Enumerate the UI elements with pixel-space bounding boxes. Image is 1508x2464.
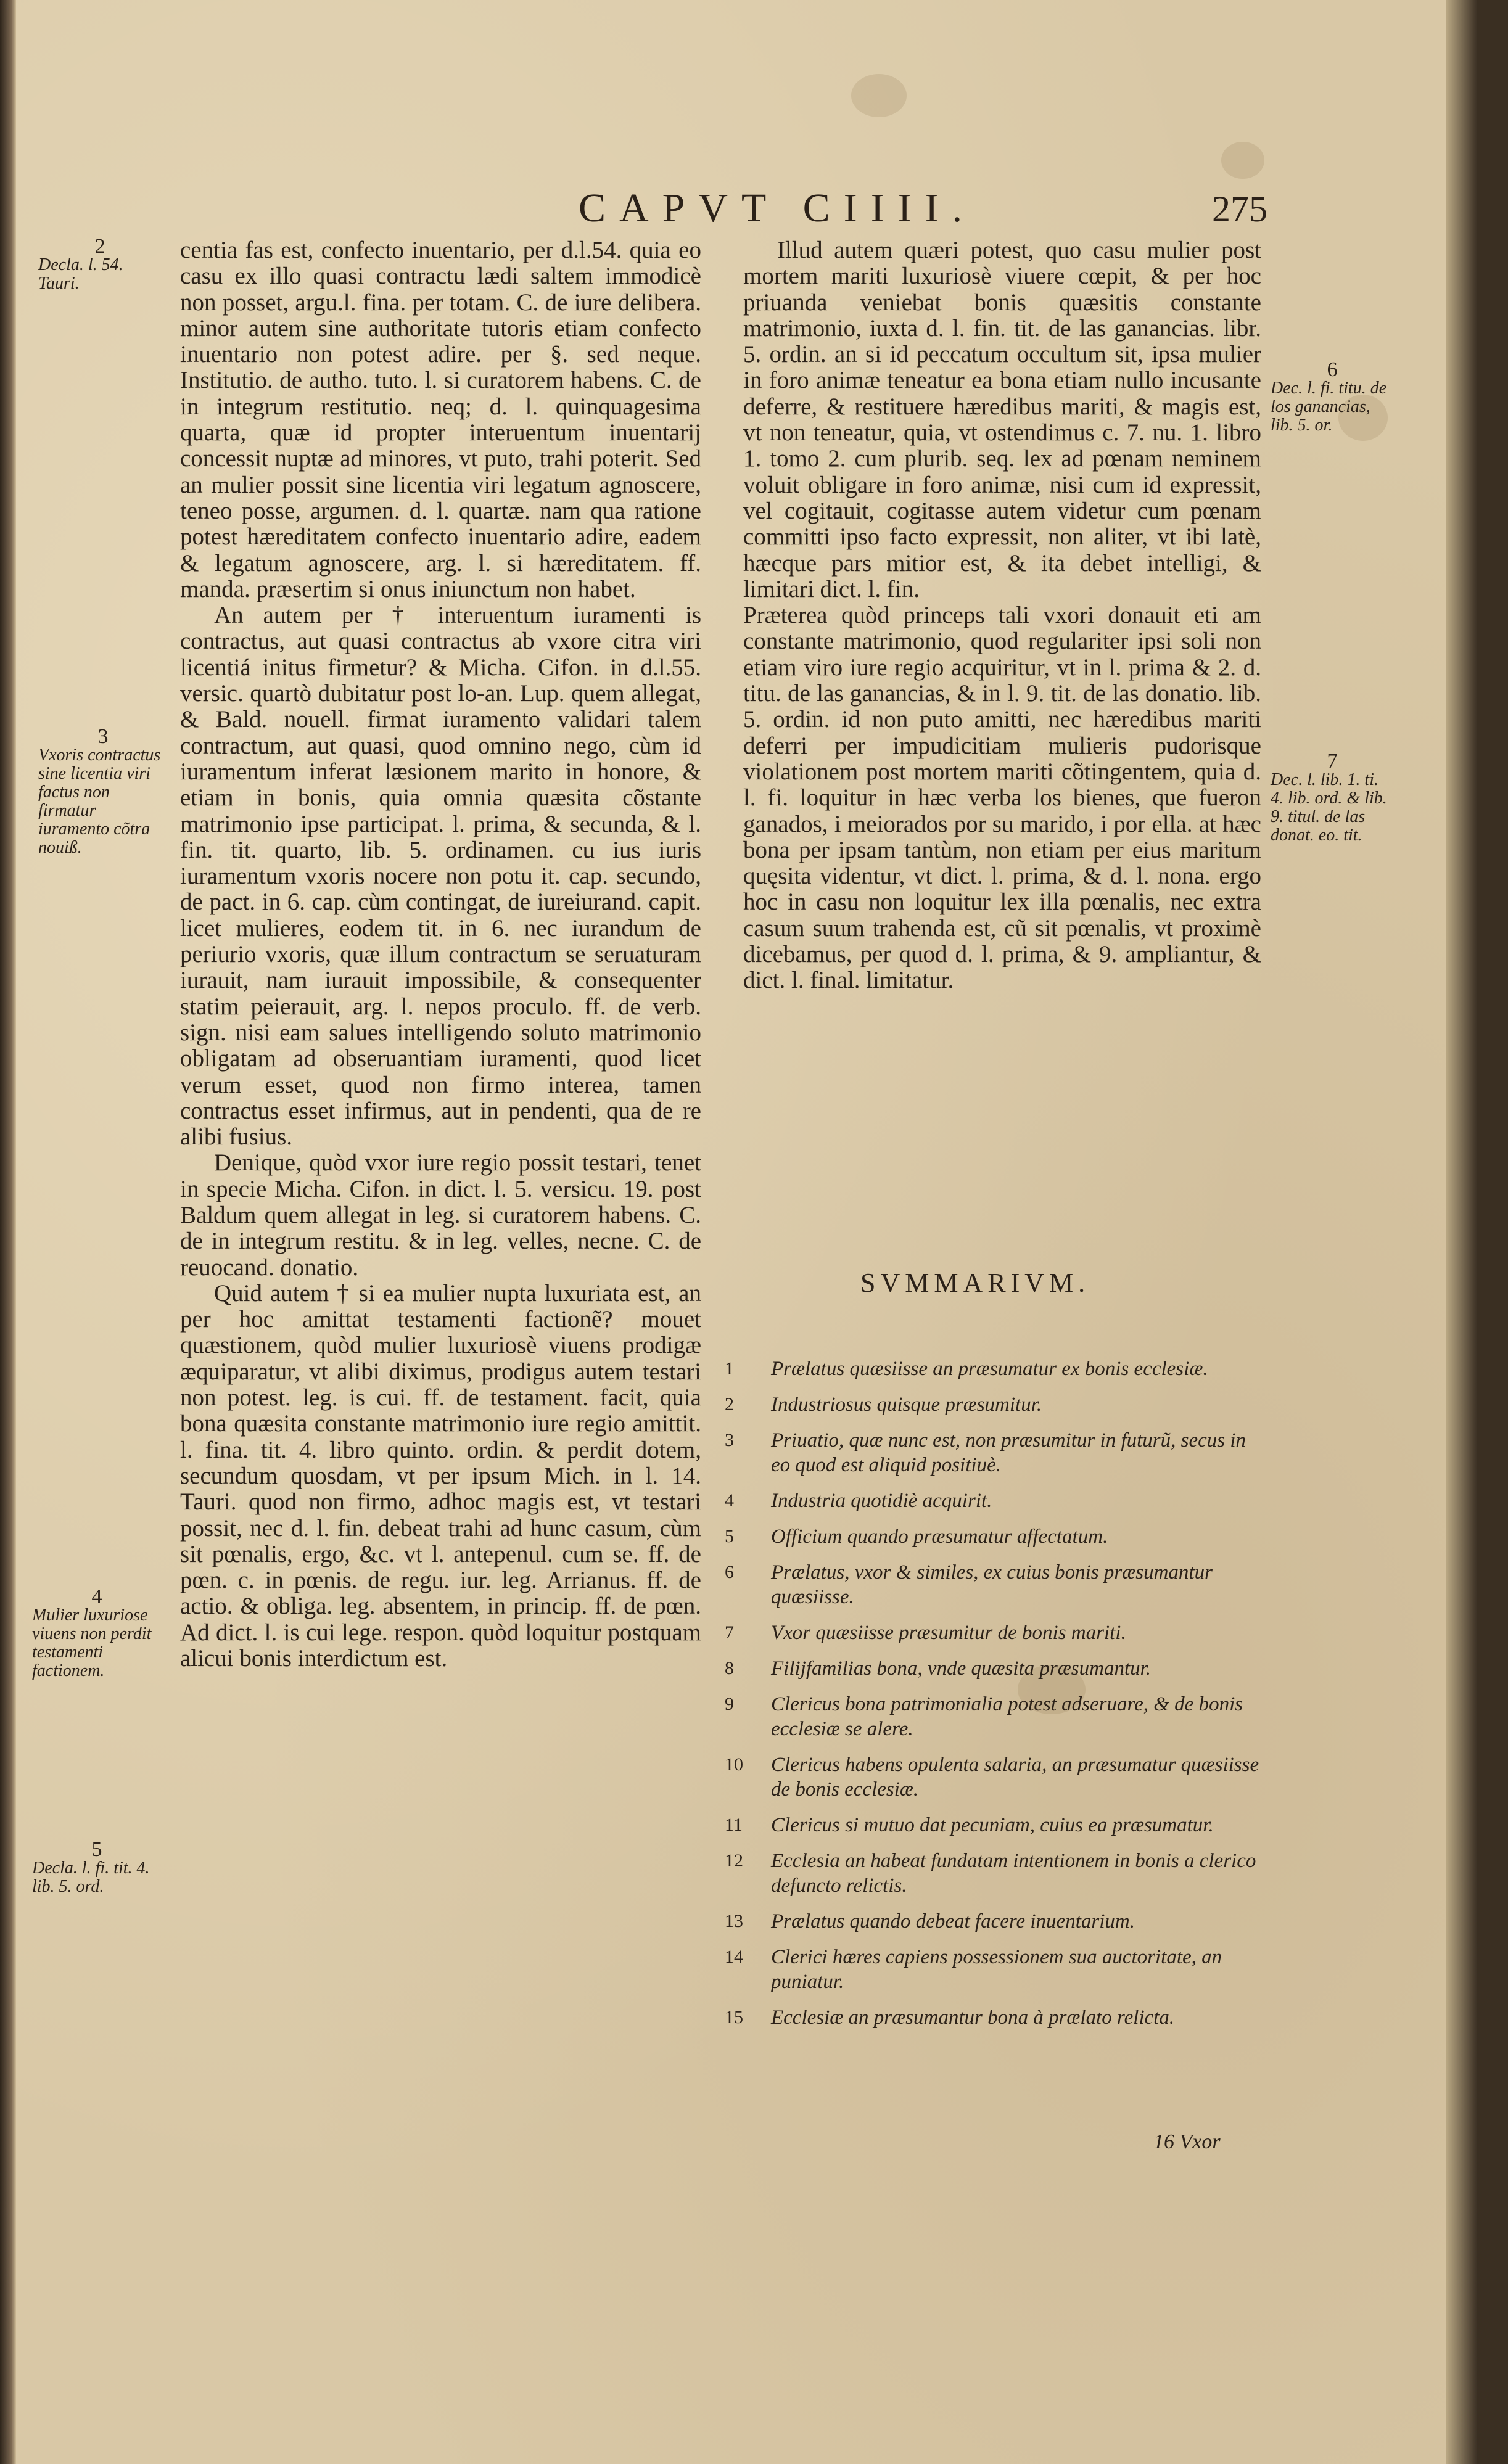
paper-stain xyxy=(1221,142,1264,179)
margin-note-number: 3 xyxy=(97,725,109,748)
margin-note-number: 2 xyxy=(94,235,105,258)
summarium-item-number: 14 xyxy=(725,1947,743,1967)
summarium-item-text: Industria quotidiè acquirit. xyxy=(771,1490,992,1512)
margin-note xyxy=(1271,358,1394,435)
margin-note-text: Dec. l. lib. 1. ti. 4. lib. ord. & lib. 9. titul. de las donat. eo. tit. xyxy=(1271,770,1387,845)
summarium-item xyxy=(725,1392,1261,1417)
summarium-item-number: 13 xyxy=(725,1911,743,1931)
summarium-item-number: 2 xyxy=(725,1394,734,1415)
summarium-item-text: Vxor quæsiisse præsumitur de bonis mariti. xyxy=(771,1622,1126,1644)
summarium-item-text: Industriosus quisque præsumitur. xyxy=(771,1394,1042,1416)
margin-note-text: Dec. l. fi. titu. de los ganancias, lib. 5. or. xyxy=(1271,379,1387,435)
summarium-item xyxy=(725,1656,1261,1681)
summarium-item-text: Prælatus quæsiisse an præsumatur ex bonis ecclesiæ. xyxy=(771,1358,1208,1380)
summarium-item-text: Filijfamilias bona, vnde quæsita præsumantur. xyxy=(771,1657,1152,1680)
paragraph: An autem per † interuentum iuramenti is contractus, aut quasi contractus ab vxore citra viri licentiá initus firmetur? & Micha. Cifon. in d.l.55. versic. quartò dubitatur post lo-an. Lup. quem allegat, & Bald. nouell. firmat iuramento validari talem contractum, aut quasi, quod omnino nego, cùm id iuramentum inferat læsionem marito in honore, & etiam in bonis, quia omnia quæsita cõstante matrimonio ipse participat. l. prima, & secunda, & l. fin. tit. quarto, lib. 5. ordinamen. cu ius iuris iuramentum vxoris nocere non potu it. cap. secundo, de pact. in 6. cap. cùm contingat, de iureiurand. capit. licet mulieres, eodem tit. in 6. nec iurandum de periurio vxoris, quæ illum contractum se seruaturam iurauit, nam iurauit impossibile, & consequenter statim peierauit, arg. l. nepos proculo. ff. de verb. sign. nisi eam salues intelligendo soluto matrimonio obligatam ad obseruantiam iuramenti, quod licet verum esset, quod non firmo interea, tamen contractus esset infirmus, aut in pendenti, qua de re alibi fusius. xyxy=(180,602,701,1151)
summarium-list xyxy=(725,1357,1261,2041)
page-gutter-shadow xyxy=(0,0,16,2464)
summarium-title: SVMMARIVM. xyxy=(860,1268,1090,1298)
summarium-item-number: 8 xyxy=(725,1658,734,1678)
margin-note xyxy=(38,237,162,293)
paragraph: Denique, quòd vxor iure regio possit testari, tenet in specie Micha. Cifon. in dict. l. 5. versicu. 19. post Baldum quem allegat in leg. si curatorem habens. C. de in integrum restitu. & in leg. velles, necne. C. de reuocand. donatio. xyxy=(180,1149,701,1281)
summarium-item-number: 15 xyxy=(725,2007,743,2027)
paragraph: Præterea quòd princeps tali vxori donauit eti am constante matrimonio, quod regulariter ipsi soli non etiam viro iure regio acquiritur, vt in l. prima & 2. d. titu. de las ganancias, & in l. 9. tit. de las donatio. lib. 5. ordin. id non puto amitti, nec hæredibus mariti deferri per impudicitiam mulieris pudorisque violationem post mortem mariti cõtingentem, quia d. l. fi. loquitur in hæc verba los bienes, que fueron ganados, i meiorados por su marido, i por ella. at hæc bona per ipsam tantùm, non etiam per eius maritum quęsita videntur, vt dict. l. prima, & d. l. nona. ergo hoc in casu non loquitur lex illa pœnalis, nec extra casum suum trahenda est, cũ sit pœnalis, vt proximè dicebamus, per quod d. l. prima, & 9. ampliantur, & dict. l. final. limitatur. xyxy=(743,602,1261,994)
summarium-item xyxy=(725,1524,1261,1549)
right-text-column xyxy=(743,237,1261,994)
summarium-item xyxy=(725,1489,1261,1513)
summarium-item xyxy=(725,1620,1261,1645)
summarium-item xyxy=(725,1752,1261,1802)
left-text-column xyxy=(180,237,701,1672)
summarium-item xyxy=(725,1560,1261,1609)
paragraph: centia fas est, confecto inuentario, per d.l.54. quia eo casu ex illo quasi contractu lædi saltem immodicè non posset, argu.l. fina. per totam. C. de iure delibera. minor autem sine authoritate tutoris etiam confecto inuentario non potest adire. per §. sed neque. Institutio. de autho. tuto. l. si curatorem habens. C. de in integrum restitutio. neq; d. l. quinquagesima quarta, quæ id propter interuentum inuentarij concessit nuptæ ad minores, vt puto, trahi poterit. Sed an mulier possit sine licentia viri legatum agnoscere, teneo posse, argumen. d. l. quartæ. nam qua ratione potest hæreditatem confecto inuentario adire, eadem & legatum agnoscere, arg. l. si hæreditatem. ff. manda. præsertim si onus iniunctum non habet. xyxy=(180,237,701,602)
summarium-item-number: 4 xyxy=(725,1490,734,1511)
summarium-item-number: 12 xyxy=(725,1850,743,1871)
summarium-item-text: Clericus habens opulenta salaria, an præsumatur quæsiisse de bonis ecclesiæ. xyxy=(771,1754,1259,1801)
summarium-item-number: 3 xyxy=(725,1430,734,1450)
summarium-item-text: Prælatus, vxor & similes, ex cuius bonis præsumantur quæsiisse. xyxy=(771,1561,1213,1608)
margin-note-text: Mulier luxuriose viuens non perdit testamenti factionem. xyxy=(32,1606,152,1680)
margin-note xyxy=(1271,752,1394,845)
margin-note-text: Decla. l. fi. tit. 4. lib. 5. ord. xyxy=(32,1858,150,1896)
summarium-item-number: 11 xyxy=(725,1815,743,1835)
summarium-item-number: 7 xyxy=(725,1622,734,1643)
margin-note-number: 6 xyxy=(1327,358,1338,381)
summarium-item-text: Clericus si mutuo dat pecuniam, cuius ea præsumatur. xyxy=(771,1814,1214,1836)
summarium-item-text: Officium quando præsumatur affectatum. xyxy=(771,1526,1108,1548)
summarium-item xyxy=(725,1428,1261,1477)
summarium-item-text: Prælatus quando debeat facere inuentarium. xyxy=(771,1910,1135,1932)
margin-note xyxy=(38,725,168,857)
summarium-item-number: 6 xyxy=(725,1562,734,1582)
paragraph: Quid autem † si ea mulier nupta luxuriata est, an per hoc amittat testamenti factionẽ? mouet quæstionem, quòd mulier luxuriosè viuens prodigæ æquiparatur, vt alibi diximus, prodigus autem testari non potest. leg. is cui. ff. de testament. facit, quia bona quæsita constante matrimonio iure regio amittit. l. fina. tit. 4. libro quinto. ordin. & perdit dotem, secundum quosdam, vt per ipsum Mich. in l. 14. Tauri. quod non firmo, adhoc magis est, vt testari possit, nec d. l. fin. debeat trahi ad hunc casum, cùm sit pœnalis, ergo, &c. vt l. antepenul. cum se. ff. de pœn. c. in pœnis. de regu. iur. leg. Arrianus. ff. de actio. & obliga. leg. absentem, in princip. ff. de pœn. Ad dict. l. is cui lege. respon. quòd loquitur postquam alicui bonis interdictum est. xyxy=(180,1279,701,1672)
summarium-item-text: Ecclesia an habeat fundatam intentionem in bonis a clerico defuncto relictis. xyxy=(771,1850,1256,1897)
summarium-item xyxy=(725,1909,1261,1934)
summarium-item-number: 10 xyxy=(725,1754,743,1775)
summarium-item xyxy=(725,1945,1261,1994)
margin-note-text: Vxoris contractus sine licentia viri factus non firmatur iuramento cõtra nouiß. xyxy=(38,745,161,857)
margin-note-number: 4 xyxy=(91,1585,102,1608)
page-number: 275 xyxy=(1212,189,1267,229)
margin-note xyxy=(32,1585,162,1680)
summarium-item-number: 1 xyxy=(725,1358,734,1379)
summarium-item-text: Clerici hæres capiens possessionem sua auctoritate, an puniatur. xyxy=(771,1946,1222,1993)
summarium-item xyxy=(725,1692,1261,1741)
summarium-item-number: 9 xyxy=(725,1694,734,1714)
summarium-item-text: Priuatio, quæ nunc est, non præsumitur in futurũ, secus in eo quod est aliquid positiuè. xyxy=(771,1429,1246,1476)
page-edge-right xyxy=(1446,0,1477,2464)
summarium-item xyxy=(725,1813,1261,1838)
margin-note-text: Decla. l. 54. Tauri. xyxy=(38,255,123,293)
margin-note-number: 7 xyxy=(1327,750,1338,773)
summarium-item-text: Clericus bona patrimonialia potest adseruare, & de bonis ecclesiæ se alere. xyxy=(771,1693,1243,1740)
running-head: CAPVT CIIII. xyxy=(578,186,976,231)
summarium-item-number: 5 xyxy=(725,1526,734,1546)
summarium-item xyxy=(725,2005,1261,2030)
paragraph: Illud autem quæri potest, quo casu mulier post mortem mariti luxuriosè viuere cœpit, & per hoc priuanda veniebat bonis quæsitis constante matrimonio, iuxta d. l. fin. tit. de las ganancias. libr. 5. ordin. an si id peccatum occultum sit, ipsa mulier in foro animæ teneatur ea bona etiam nullo incusante deferre, & restituere hæredibus mariti, & magis est, vt non teneatur, quia, vt ostendimus c. 7. nu. 1. libro 1. tomo 2. cum plurib. seq. lex ad pœnam neminem voluit obligare in foro animæ, nisi cum id expressit, vel cogitauit, cogitasse autem videtur cum pœnam committi ipso facto expressit, non aliter, vt ibi latè, hæcque pars mitior est, & ita debet intelligi, & limitari dict. l. fin. xyxy=(743,237,1261,602)
paper-stain xyxy=(851,74,907,117)
summarium-item xyxy=(725,1849,1261,1898)
margin-note xyxy=(32,1838,162,1896)
catchword: 16 Vxor xyxy=(1153,2130,1221,2153)
summarium-item xyxy=(725,1357,1261,1381)
margin-note-number: 5 xyxy=(91,1838,102,1861)
summarium-item-text: Ecclesiæ an præsumantur bona à prælato relicta. xyxy=(771,2006,1175,2029)
